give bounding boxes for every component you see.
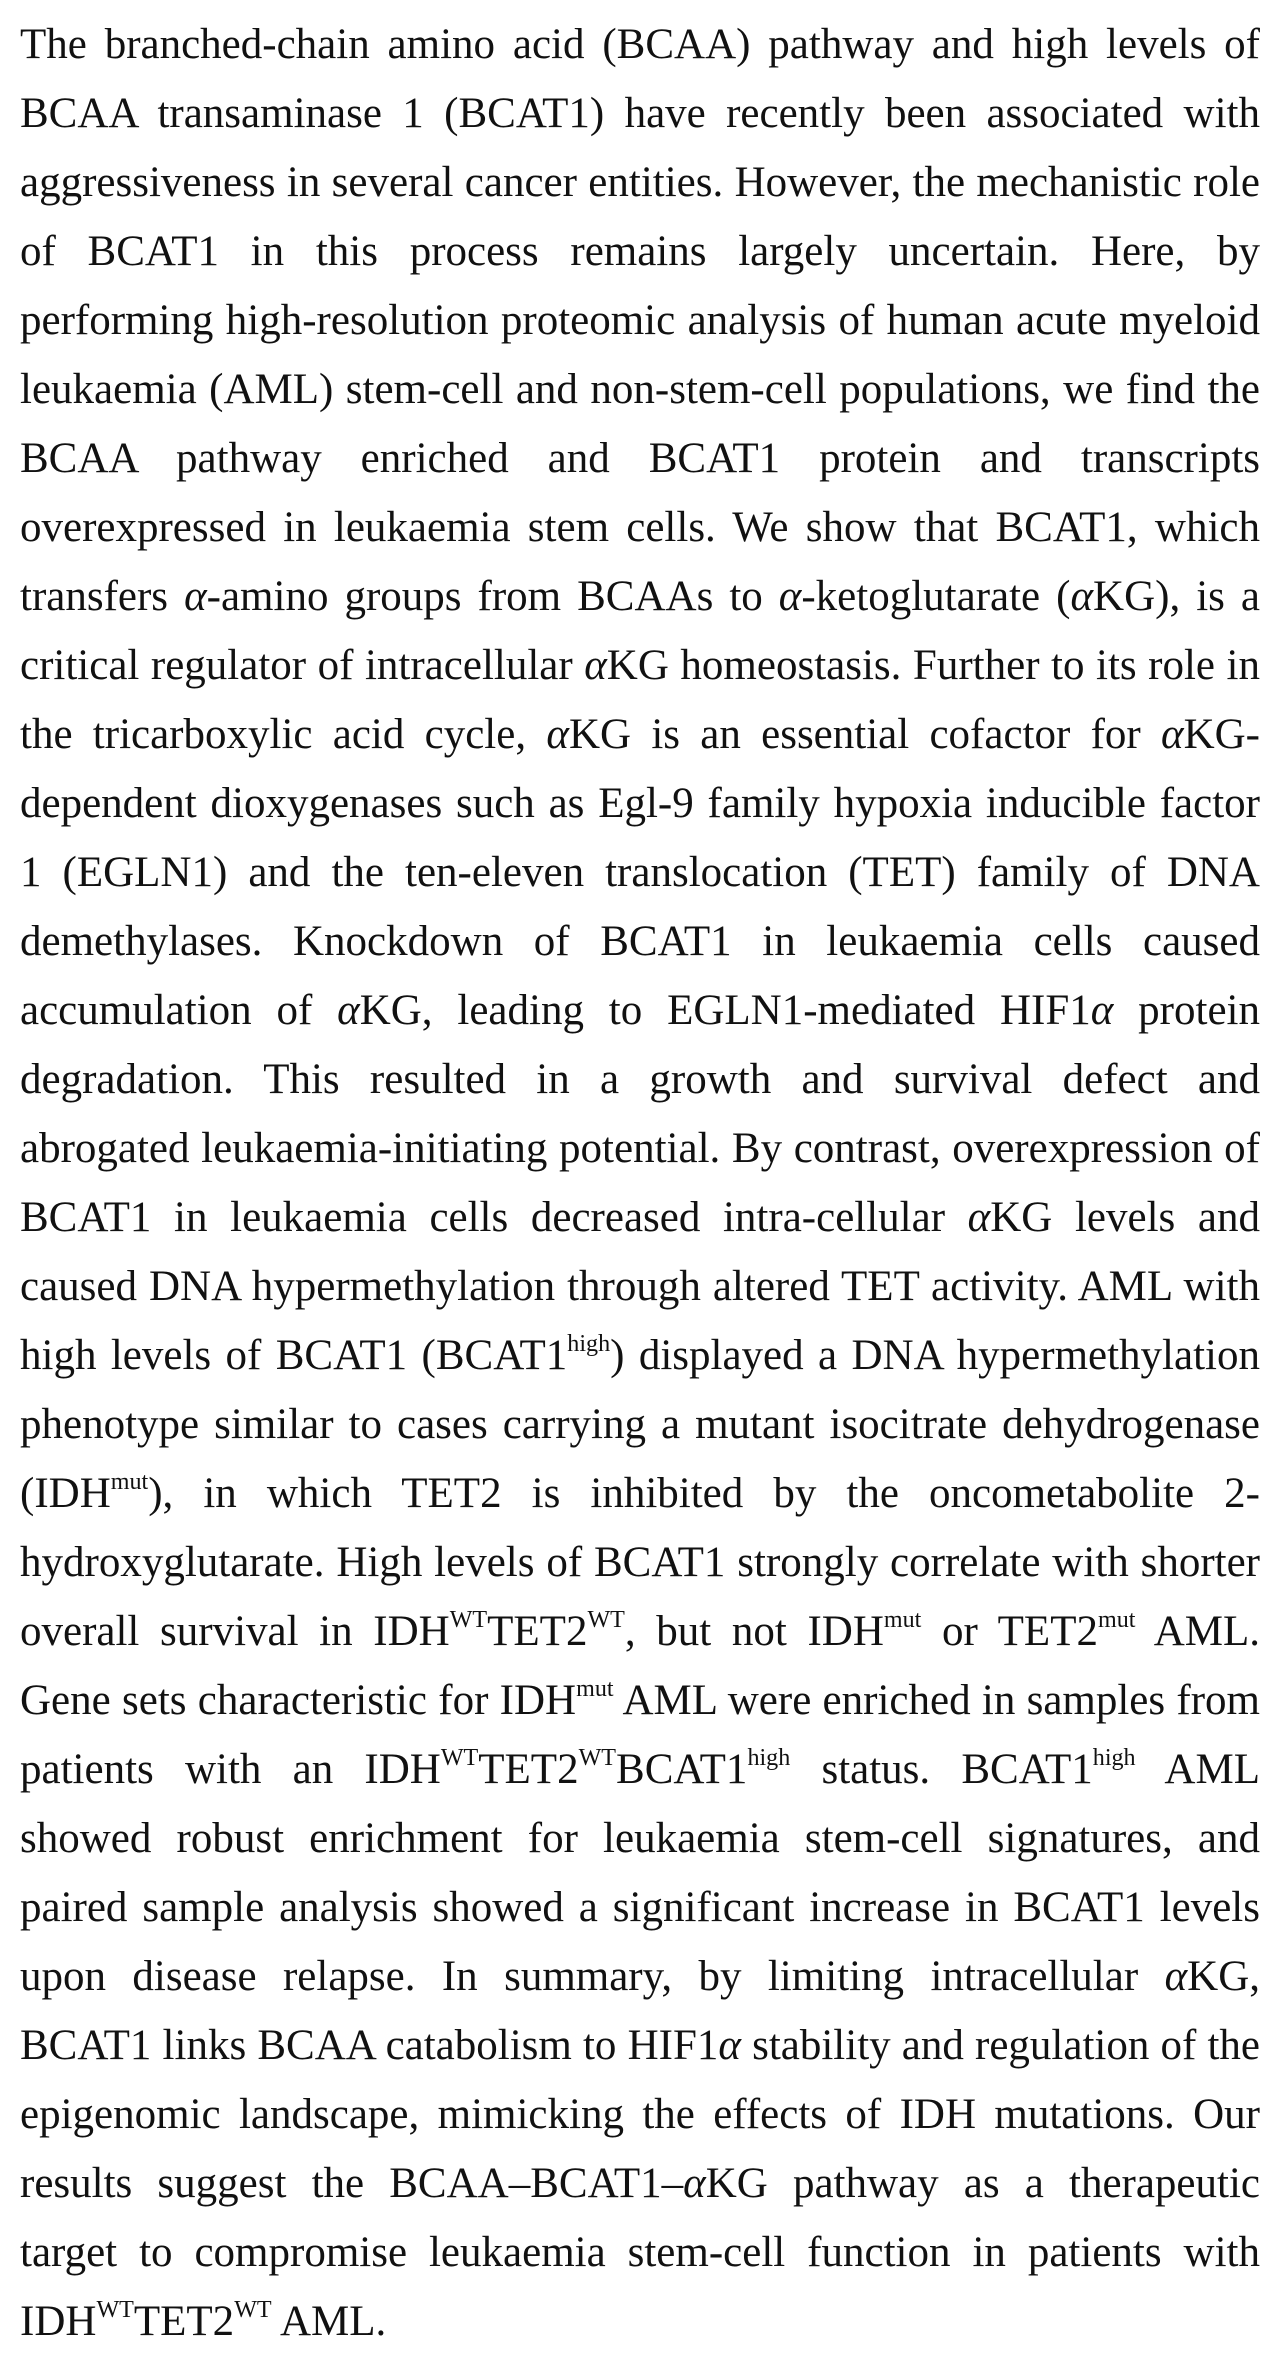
abstract-text-segment: TET2 xyxy=(133,2298,235,2345)
abstract-text-segment: KG is an essential cofactor for xyxy=(568,711,1161,758)
superscript-text: WT xyxy=(587,1606,625,1633)
italic-symbol: α xyxy=(683,2160,706,2207)
italic-symbol: α xyxy=(1164,1953,1188,2000)
abstract-text-segment: stability and regulation of the epigenomic landscape, mimicking the effects of IDH mutations. Our results suggest the BCAA–BCAT1– xyxy=(20,2022,1271,2207)
superscript-text: mut xyxy=(883,1606,922,1633)
italic-symbol: α xyxy=(584,642,607,689)
abstract-text-segment: KG), is a critical regulator of intracellular xyxy=(20,573,1271,689)
abstract-text-segment: ) displayed a DNA hypermethylation phenotype similar to cases carrying a mutant isocitrate dehydrogenase (IDH xyxy=(20,1332,1271,1517)
abstract-text-segment: AML. xyxy=(271,2298,387,2345)
italic-symbol: α xyxy=(778,573,802,620)
superscript-text: WT xyxy=(96,2296,134,2323)
abstract-text-segment: AML. Gene sets characteristic for IDH xyxy=(20,1608,1271,1724)
italic-symbol: α xyxy=(1070,573,1094,620)
abstract-text-segment: KG homeostasis. Further to its role in the tricarboxylic acid cycle, xyxy=(20,642,1271,758)
abstract-text-segment: KG, leading to EGLN1-mediated HIF1 xyxy=(359,987,1091,1034)
abstract-text-segment: KG, BCAT1 links BCAA catabolism to HIF1 xyxy=(20,1953,1271,2069)
italic-symbol: α xyxy=(967,1194,991,1241)
superscript-text: high xyxy=(567,1330,611,1357)
italic-symbol: α xyxy=(546,711,569,758)
superscript-text: WT xyxy=(440,1744,479,1771)
italic-symbol: α xyxy=(184,573,207,620)
superscript-text: mut xyxy=(1097,1606,1136,1633)
abstract-text-segment: protein degradation. This resulted in a growth and survival defect and abrogated leukaemia-initiating potential. By contrast, overexpression of BCAT1 in leukaemia cells decreased intra-cellular xyxy=(20,987,1271,1241)
superscript-text: mut xyxy=(110,1468,149,1495)
abstract-text-segment: TET2 xyxy=(487,1608,588,1655)
abstract-text-segment: KG levels and caused DNA hypermethylation through altered TET activity. AML with high levels of BCAT1 (BCAT1 xyxy=(20,1194,1271,1379)
abstract-text-segment: AML showed robust enrichment for leukaemia stem-cell signatures, and paired sample analysis showed a significant increase in BCAT1 levels upon disease relapse. In summary, by limiting intracellular xyxy=(20,1746,1271,2000)
abstract-paragraph xyxy=(20,10,1271,2356)
superscript-text: mut xyxy=(576,1675,614,1702)
italic-symbol: α xyxy=(1090,987,1114,1034)
abstract-text-segment: KG pathway as a therapeutic target to compromise leukaemia stem-cell function in patients with IDH xyxy=(20,2160,1271,2345)
abstract-text-segment: -amino groups from BCAAs to xyxy=(206,573,779,620)
abstract-text-segment: status. BCAT1 xyxy=(790,1746,1093,1793)
superscript-text: high xyxy=(747,1744,791,1771)
abstract-text-segment: AML were enriched in samples from patients with an IDH xyxy=(20,1677,1271,1793)
superscript-text: high xyxy=(1092,1744,1136,1771)
abstract-text-segment: KG-dependent dioxygenases such as Egl-9 family hypoxia inducible factor 1 (EGLN1) and the ten-eleven translocation (TET) family of DNA demethylases. Knockdown of BCAT1 in leukaemia cells caused accumulation of xyxy=(20,711,1271,1034)
italic-symbol: α xyxy=(1160,711,1184,758)
superscript-text: WT xyxy=(578,1744,617,1771)
abstract-text-segment: BCAT1 xyxy=(616,1746,748,1793)
abstract-text-segment: The branched-chain amino acid (BCAA) pathway and high levels of BCAA transaminase 1 (BCAT1) have recently been associated with aggressiveness in several cancer entities. However, the mechanistic role of BCAT1 in this process remains largely uncertain. Here, by performing high-resolution proteomic analysis of human acute myeloid leukaemia (AML) stem-cell and non-stem-cell populations, we find the BCAA pathway enriched and BCAT1 protein and transcripts overexpressed in leukaemia stem cells. We show that BCAT1, which transfers xyxy=(20,21,1271,620)
abstract-text-segment: or TET2 xyxy=(921,1608,1098,1655)
abstract-text-segment: TET2 xyxy=(478,1746,579,1793)
superscript-text: WT xyxy=(234,2296,272,2323)
italic-symbol: α xyxy=(718,2022,741,2069)
abstract-text-segment: ), in which TET2 is inhibited by the oncometabolite 2-hydroxyglutarate. High levels of BCAT1 strongly correlate with shorter overall survival in IDH xyxy=(20,1470,1271,1655)
italic-symbol: α xyxy=(337,987,360,1034)
abstract-text-segment: -ketoglutarate ( xyxy=(801,573,1071,620)
abstract-text-segment: , but not IDH xyxy=(624,1608,884,1655)
superscript-text: WT xyxy=(449,1606,488,1633)
